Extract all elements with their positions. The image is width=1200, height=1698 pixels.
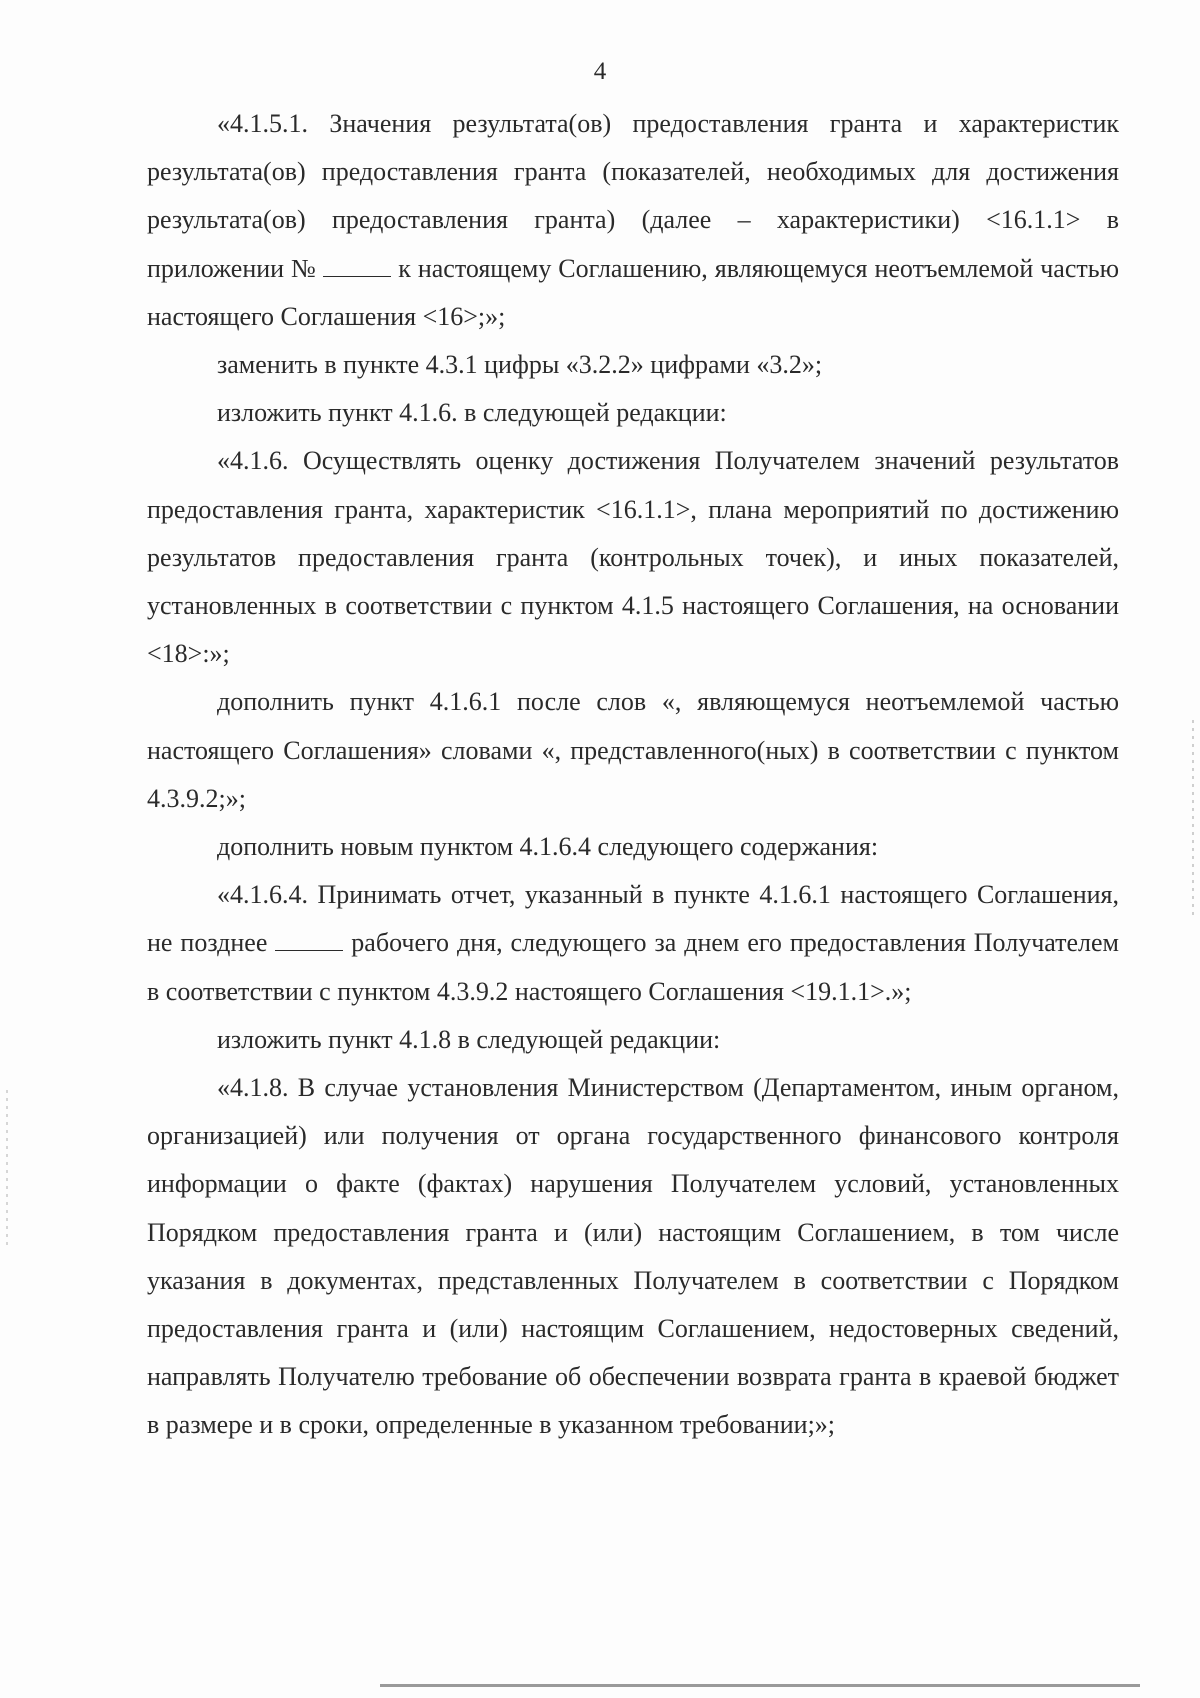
paragraph-amend-4-1-6-1: дополнить пункт 4.1.6.1 после слов «, являющемуся неотъемлемой частью настоящего Соглашения» словами «, представленного(ных) в соответствии с пунктом 4.3.9.2;»;	[147, 687, 1119, 813]
scan-edge-mark	[1192, 720, 1194, 920]
page-number: 4	[593, 58, 607, 85]
paragraph-4-1-8: «4.1.8. В случае установления Министерством (Департаментом, иным органом, организацией) или получения от органа государственного финансового контроля информации о факте (фактах) нарушения Получателем условий, установленных Порядком предоставления гранта и (или) настоящим Соглашением, в том числе указания в документах, представленных Получателем в соответствии с Порядком предоставления гранта и (или) настоящим Соглашением, недостоверных сведений, направлять Получателю требование об обеспечении возврата гранта в краевой бюджет в размере и в сроки, определенные в указанном требовании;»;	[147, 1073, 1119, 1440]
paragraph-add-4-1-6-4: дополнить новым пунктом 4.1.6.4 следующего содержания:	[217, 832, 879, 862]
paragraph-4-1-6-4	[147, 871, 1119, 1016]
paragraph-replace-digits: заменить в пункте 4.3.1 цифры «3.2.2» цифрами «3.2»;	[217, 350, 823, 380]
paragraph-4-1-5-1	[147, 100, 1119, 341]
blank-field	[275, 928, 343, 951]
paragraph-4-1-6: «4.1.6. Осуществлять оценку достижения Получателем значений результатов предоставления гранта, характеристик <16.1.1>, плана мероприятий по достижению результатов предоставления гранта (контрольных точек), и иных показателей, установленных в соответствии с пунктом 4.1.5 настоящего Соглашения, на основании <18>:»;	[147, 446, 1119, 669]
scan-bottom-edge	[380, 1684, 1140, 1687]
paragraph-text: к настоящему Соглашению, являющемуся неотъемлемой частью настоящего Соглашения <16>;»;	[147, 253, 1120, 331]
paragraph-text: «4.1.6.4. Принимать отчет, указанный в пункте 4.1.6.1 настоящего Соглашения, не позднее	[147, 880, 1119, 958]
scan-edge-mark	[6, 1090, 8, 1250]
blank-field	[323, 254, 391, 277]
document-body	[147, 100, 1119, 1450]
paragraph-text: рабочего дня, следующего за днем его предоставления Получателем в соответствии с пунктом 4.3.9.2 настоящего Соглашения <19.1.1>.»;	[147, 928, 1120, 1006]
paragraph-restate-4-1-6: изложить пункт 4.1.6. в следующей редакции:	[217, 398, 727, 428]
paragraph-text: «4.1.5.1. Значения результата(ов) предоставления гранта и характеристик результата(ов) предоставления гранта (показателей, необходимых для достижения результата(ов) предоставления гранта) (далее – характеристики) <16.1.1> в приложении №	[147, 109, 1119, 283]
paragraph-restate-4-1-8: изложить пункт 4.1.8 в следующей редакции:	[217, 1024, 721, 1054]
